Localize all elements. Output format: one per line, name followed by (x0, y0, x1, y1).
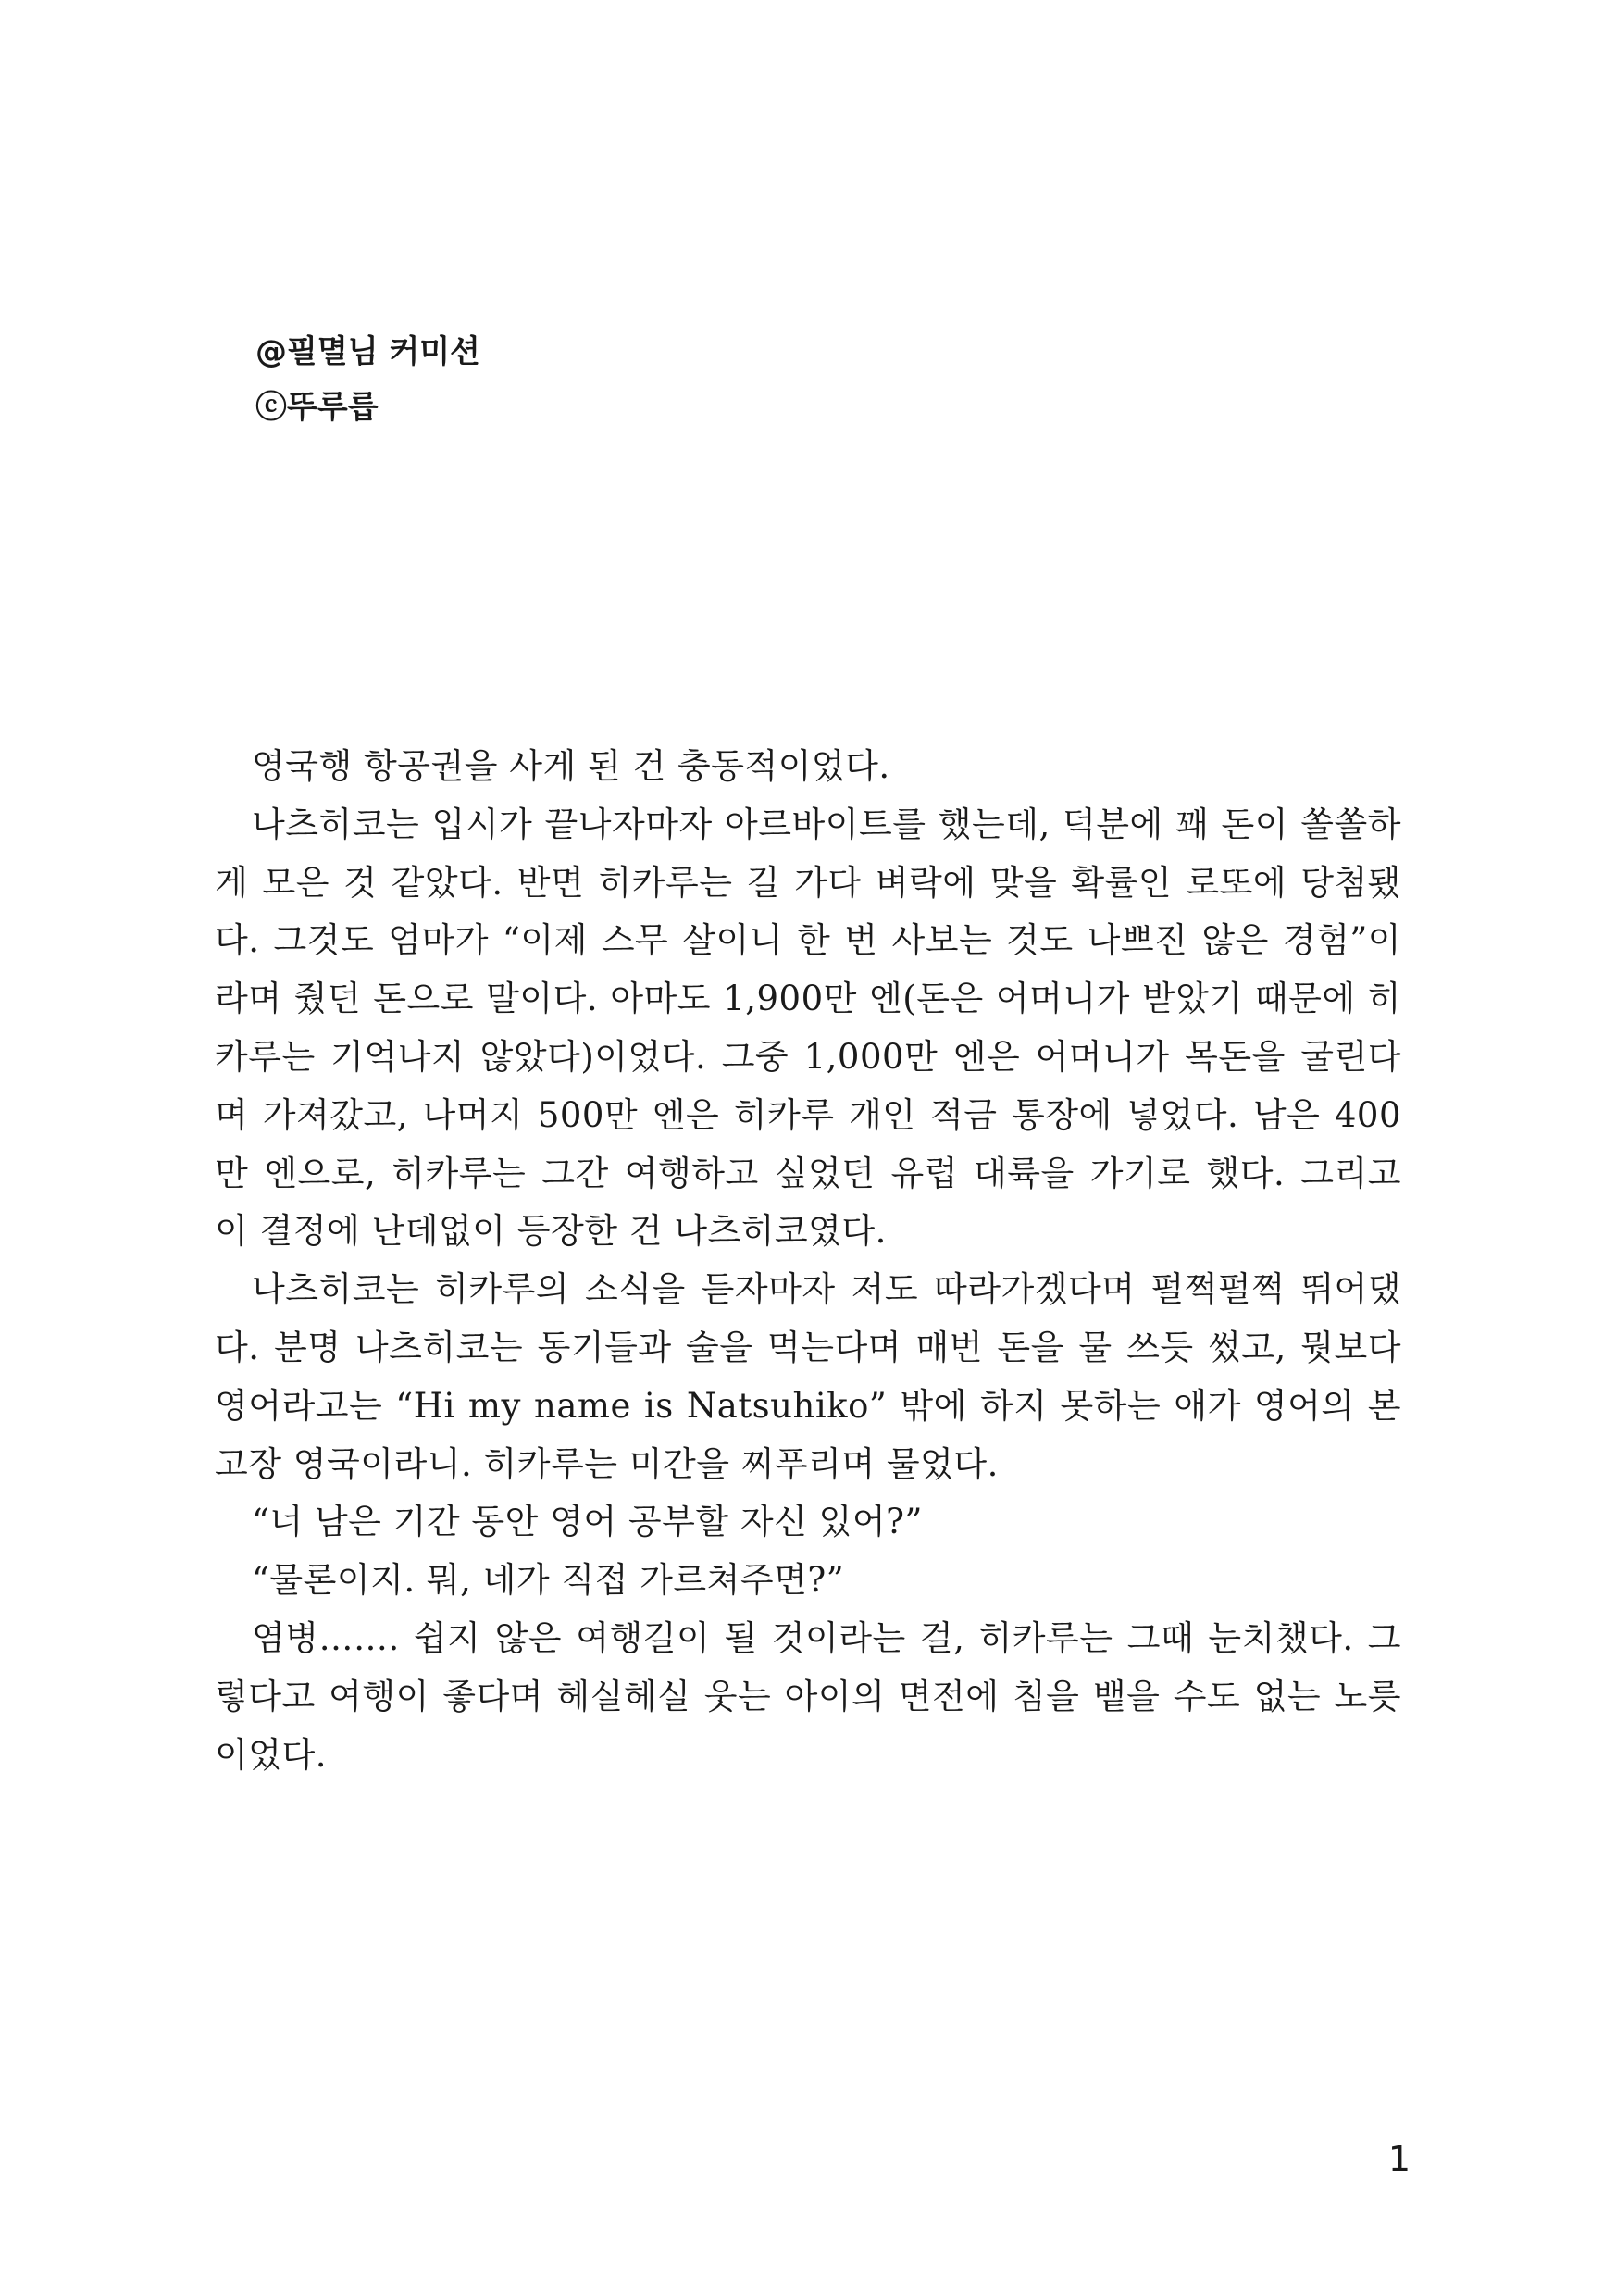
paragraph: 나츠히코는 입시가 끝나자마자 아르바이트를 했는데, 덕분에 꽤 돈이 쏠쏠하게 모은 것 같았다. 반면 히카루는 길 가다 벼락에 맞을 확률인 로또에 당첨됐다. 그것도 엄마가 “이제 스무 살이니 한 번 사보는 것도 나쁘진 않은 경험”이라며 줬던 돈으로 말이다. 아마도 1,900만 엔(돈은 어머니가 받았기 때문에 히카루는 기억나지 않았다)이었다. 그중 1,000만 엔은 어머니가 목돈을 굴린다며 가져갔고, 나머지 500만 엔은 히카루 개인 적금 통장에 넣었다. 남은 400만 엔으로, 히카루는 그간 여행하고 싶었던 유럽 대륙을 가기로 했다. 그리고 이 결정에 난데없이 등장한 건 나츠히코였다. (215, 804, 1401, 1252)
paragraph: 영국행 항공권을 사게 된 건 충동적이었다. (252, 746, 890, 786)
story-body (215, 738, 1401, 1784)
paragraph: 염병……. 쉽지 않은 여행길이 될 것이라는 걸, 히카루는 그때 눈치챘다. 그렇다고 여행이 좋다며 헤실헤실 웃는 아이의 면전에 침을 뱉을 수도 없는 노릇이었다. (215, 1617, 1401, 1775)
dialogue-line: “너 남은 기간 동안 영어 공부할 자신 있어?” (252, 1502, 923, 1542)
credits-block (255, 324, 480, 435)
page-number: 1 (1387, 2139, 1411, 2179)
commission-credit: @필멸님 커미션 (255, 333, 480, 370)
paragraph: 나츠히코는 히카루의 소식을 듣자마자 저도 따라가겠다며 펄쩍펄쩍 뛰어댔다. 분명 나츠히코는 동기들과 술을 먹는다며 매번 돈을 물 쓰듯 썼고, 뭣보다 영어라고는 “Hi my name is Natsuhiko” 밖에 하지 못하는 애가 영어의 본고장 영국이라니. 히카루는 미간을 찌푸리며 물었다. (215, 1269, 1401, 1484)
dialogue-line: “물론이지. 뭐, 네가 직접 가르쳐주면?” (252, 1560, 845, 1601)
author-credit: ⓒ뚜루릅 (255, 389, 379, 426)
